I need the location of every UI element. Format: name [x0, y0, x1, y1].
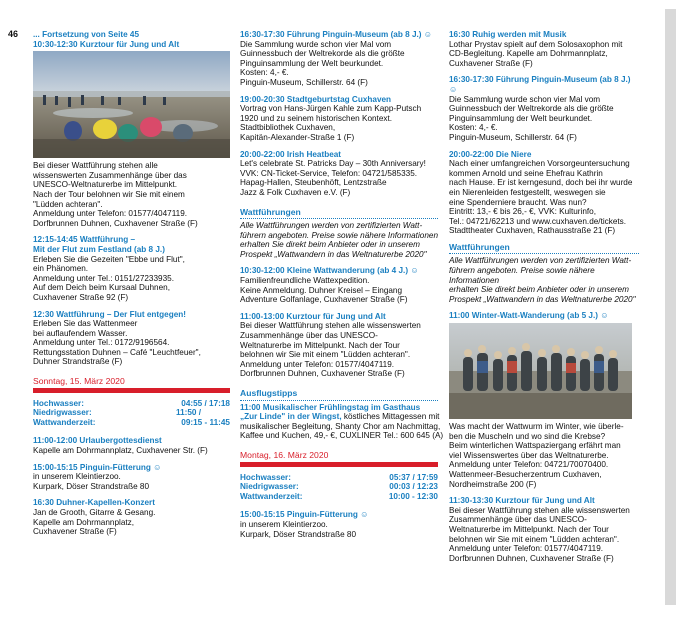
text-line: Kaffee und Kuchen, 49,- €, CUXLINER Tel.: 600 645 (A) — [240, 431, 444, 441]
tide-value: 11:50 / — [176, 408, 202, 418]
text-line: Erleben Sie die Gezeiten "Ebbe und Flut", — [33, 254, 185, 264]
tide-table — [240, 473, 438, 502]
text-line: Guinnessbuch der Weltrekorde als die größte — [240, 49, 405, 59]
text-line: eine Spenderniere braucht. Was nun? — [449, 197, 587, 207]
tide-row — [33, 418, 230, 428]
text-line: Zusammenhänge über das UNESCO- — [449, 515, 587, 525]
watt-tour-photo — [33, 51, 230, 158]
event-subtitle: Mit der Flut zum Festland (ab 8 J.) — [33, 244, 165, 254]
text-line: Cuxhavener Straße 92 (F) — [33, 292, 129, 302]
text-line: Vortrag von Hans-Jürgen Kahle zum Kapp-Putsch — [240, 104, 422, 114]
day-heading: Sonntag, 15. März 2020 — [33, 377, 230, 393]
text-line: wissenswerten Zusammenhänge über das — [33, 170, 187, 180]
event-title: 11:00 Musikalischer Frühlingstag im Gasthaus — [240, 402, 421, 412]
section-heading-wattfuehrungen: Wattführungen — [449, 243, 639, 255]
tide-row — [33, 399, 230, 409]
text-line: belohnen wir Sie mit einem "Lüdden achteran". — [449, 534, 620, 544]
text-line: Anmeldung unter Tel.: 0151/27233935. — [33, 273, 174, 283]
event-title: 11:00 Winter-Watt-Wanderung (ab 5 J.) ☺ — [449, 311, 609, 321]
text-line: Die Sammlung wurde schon vier Mal vom — [449, 94, 601, 104]
text-line: belohnen wir Sie mit einem "Lüdden achteran". — [240, 350, 411, 360]
winter-watt-group-photo — [449, 323, 632, 419]
text-line: Kurpark, Döser Strandstraße 80 — [240, 529, 357, 539]
event-title: 10:30-12:00 Kleine Wattwanderung (ab 4 J.) ☺ — [240, 266, 419, 276]
tide-label: Hochwasser: — [33, 398, 84, 408]
day-heading: Montag, 16. März 2020 — [240, 451, 438, 467]
text-line: Auf dem Deich beim Kursaal Duhnen, — [33, 283, 170, 293]
continuation-heading: ... Fortsetzung von Seite 45 — [33, 30, 140, 39]
text-line: bei auflaufendem Wasser. — [33, 328, 128, 338]
text-line: Erleben Sie das Wattenmeer — [33, 319, 138, 329]
event-title: 15:00-15:15 Pinguin-Fütterung ☺ — [240, 510, 369, 520]
text-line: Stadtbibliothek Cuxhaven, — [240, 123, 336, 133]
text-line: CD-Begleitung. Kapelle am Dohrmannplatz, — [449, 49, 608, 59]
text-line: Rettungsstation Duhnen – Café "Leuchtfeuer", — [33, 347, 201, 357]
column-1 — [33, 30, 230, 544]
text-line: in unserem Kleintierzoo. — [240, 519, 328, 529]
text-line: Cuxhavener Straße (F) — [449, 58, 533, 68]
text-line: Die Sammlung wurde schon vier Mal vom — [240, 39, 392, 49]
event-title: 12:15-14:45 Wattführung – — [33, 235, 136, 245]
text-line: Pinguin-Museum, Schillerstr. 64 (F) — [449, 132, 577, 142]
note-line: Prospekt „Wattwandern in das Weltnaturerbe 2020" — [240, 249, 427, 259]
tide-row — [240, 473, 438, 483]
text-line: Tel.: 04721/62213 und www.cuxhaven.de/tickets. — [449, 216, 627, 226]
note-line: führern angeboten. Preise sowie nähere Informationen — [449, 266, 595, 285]
text-line: Nach der Tour belohnen wir Sie mit einem — [33, 189, 185, 199]
text-line: ein Phänomen. — [33, 264, 89, 274]
text-line: Kosten: 4,- €. — [449, 123, 498, 133]
note-line: Alle Wattführungen werden von zertifizierten Watt- — [449, 256, 632, 266]
text-line: Anmeldung unter Tel.: 0172/9196564. — [33, 338, 170, 348]
tour1-body — [33, 161, 230, 228]
text-line: Hapag-Hallen, Steubenhöft, Lentzstraße — [240, 178, 387, 188]
text-line: Adventure Golfanlage, Cuxhavener Straße (F) — [240, 295, 408, 305]
event-title: 12:30 Wattführung – Der Flut entgegen! — [33, 309, 186, 319]
text-line: ein Nierenleiden festgestellt, weswegen sie — [449, 187, 606, 197]
text-line: Kapitän-Alexander-Straße 1 (F) — [240, 132, 355, 142]
text-line: Kurpark, Döser Strandstraße 80 — [33, 481, 150, 491]
text-line: Anmeldung unter Telefon: 01577/4047119. — [449, 544, 604, 554]
text-line: Anmeldung unter Telefon: 01577/4047119. — [240, 359, 395, 369]
tide-row — [240, 482, 438, 492]
note-line: erhalten Sie direkt beim Anbieter oder in unserem — [240, 240, 420, 250]
tide-row — [33, 408, 230, 418]
text-line: musikalischer Begleitung, Shanty Chor am Nachmittag, — [240, 421, 441, 431]
page-edge-bar — [665, 9, 676, 605]
text-line: Kapelle am Dohrmannplatz, — [33, 517, 135, 527]
text-line: Kosten: 4,- €. — [240, 68, 289, 78]
tide-value: 09:15 - 11:45 — [181, 417, 230, 427]
text-line: Bei dieser Wattführung stehen alle wissenswerten — [240, 321, 421, 331]
text-line: nach Hause. Er ist kerngesund, doch bei ihr wurde — [449, 178, 633, 188]
tide-label: Niedrigwasser: — [240, 482, 299, 492]
text-line: Bei dieser Wattführung stehen alle — [33, 161, 158, 171]
section-heading-wattfuehrungen: Wattführungen — [240, 208, 438, 220]
text-line: ben die Muscheln und wo sind die Krebse? — [449, 431, 606, 441]
note-line: führern angeboten. Preise sowie nähere Informationen — [240, 230, 438, 240]
text-line: Familienfreundliche Wattexpedition. — [240, 276, 370, 286]
text-line: Bei dieser Wattführung stehen alle wissenswerten — [449, 505, 630, 515]
column-2 — [240, 30, 444, 546]
tide-label: Hochwasser: — [240, 472, 291, 482]
tide-value: 10:00 - 12:30 — [388, 491, 438, 501]
text-line: Wattenmeer-Besucherzentrum Cuxhaven, — [449, 470, 602, 479]
event-title: 19:00-20:30 Stadtgeburtstag Cuxhaven — [240, 94, 392, 104]
event-title: 20:00-22:00 Die Niere — [449, 149, 532, 159]
text-line: Jan de Grooth, Gitarre & Gesang. — [33, 508, 156, 517]
text-line: Weltnaturerbe im Mittelpunkt. Nach der Tour — [449, 524, 609, 534]
text-line: Zusammenhänge über das UNESCO- — [240, 331, 378, 341]
text-line: Cuxhavener Straße (F) — [33, 527, 117, 537]
text-line: Beim winterlichen Wattspaziergang erfährt man — [449, 441, 621, 451]
text-line: Weltnaturerbe im Mittelpunkt. Nach der Tour — [240, 340, 400, 350]
text-line: "Lüdden achteran". — [33, 199, 103, 209]
text-line: Jazz & Folk Cuxhaven e.V. (F) — [240, 187, 351, 197]
text-line: VVK: CN-Ticket-Service, Telefon: 04721/585335. — [240, 168, 418, 178]
event-title: 20:00-22:00 Irish Heatbeat — [240, 149, 342, 159]
event-title: 15:00-15:15 Pinguin-Fütterung ☺ — [33, 462, 162, 472]
event-title: 16:30-17:30 Führung Pinguin-Museum (ab 8 J.) ☺ — [240, 30, 433, 39]
note-line: Alle Wattführungen werden von zertifizierten Watt- — [240, 221, 423, 231]
note-line: Prospekt „Wattwandern in das Weltnaturerbe 2020" — [449, 294, 636, 304]
text-line: Pinguin-Museum, Schillerstr. 64 (F) — [240, 77, 368, 87]
event-title: 16:30 Duhner-Kapellen-Konzert — [33, 498, 155, 508]
event-title: 11:00-12:00 Urlaubergottesdienst — [33, 436, 162, 446]
text-line: Dorfbrunnen Duhnen, Cuxhavener Straße (F) — [240, 369, 405, 379]
event-title: 11:30-13:30 Kurztour für Jung und Alt — [449, 496, 595, 506]
text-line: 1920 und zu seinem historischen Kontext. — [240, 113, 393, 123]
note-line: erhalten Sie direkt beim Anbieter oder in unserem — [449, 285, 629, 295]
event-title: 16:30 Ruhig werden mit Musik — [449, 30, 567, 39]
text-line: Stadttheater Cuxhaven, Rathausstraße 21 (F) — [449, 226, 616, 236]
text-line: in unserem Kleintierzoo. — [33, 472, 121, 482]
text-line: Nach einer umfangreichen Vorsorgeuntersuchung — [449, 159, 630, 169]
text-line: Kapelle am Dohrmannplatz, Cuxhavener Str. (F) — [33, 446, 208, 456]
text-line: Lothar Prystav spielt auf dem Solosaxophon mit — [449, 39, 623, 49]
tide-label: Niedrigwasser: — [33, 408, 92, 418]
text-line: viel Wissenswertes über das Weltnaturerbe. — [449, 450, 609, 460]
event-title: 11:00-13:00 Kurztour für Jung und Alt — [240, 311, 386, 321]
text-line: Dorfbrunnen Duhnen, Cuxhavener Straße (F) — [33, 218, 198, 228]
tide-value: 04:55 / 17:18 — [181, 398, 230, 408]
column-3 — [449, 30, 639, 570]
event-title-cont: „Zur Linde" in der Wingst, — [240, 412, 342, 422]
text-line: Let's celebrate St. Patricks Day – 30th Anniversary! — [240, 159, 426, 169]
text-line: Was macht der Wattwurm im Winter, wie überle- — [449, 422, 624, 432]
section-heading-ausflugstipps: Ausflugstipps — [240, 389, 438, 401]
event-title: 10:30-12:30 Kurztour für Jung und Alt — [33, 39, 180, 49]
text-line: Anmeldung unter Telefon: 04721/70070400. — [449, 460, 609, 470]
text-line: Keine Anmeldung. Duhner Kreisel – Eingang — [240, 285, 403, 295]
tide-table — [33, 399, 230, 428]
tide-value: 00:03 / 12:23 — [389, 482, 438, 492]
text-line: Pinguinsammlung der Welt beurkundet. — [240, 58, 384, 68]
text-line: Dorfbrunnen Duhnen, Cuxhavener Straße (F) — [449, 553, 614, 563]
text-line: Eintritt: 13,- € bis 26,- €, VVK: Kulturinfo, — [449, 207, 596, 217]
event-title: 16:30-17:30 Führung Pinguin-Museum (ab 8 J.) ☺ — [449, 75, 631, 94]
text-line: Nordheimstraße 200 (F) — [449, 479, 537, 489]
tide-label: Wattwanderzeit: — [33, 417, 96, 427]
text-line: köstliches Mittagessen mit — [341, 412, 440, 422]
tide-value: 05:37 / 17:59 — [389, 472, 438, 482]
text-line: Pinguinsammlung der Welt beurkundet. — [449, 113, 593, 123]
tide-row — [240, 492, 438, 502]
text-line: Duhner Strandstraße (F) — [33, 357, 123, 367]
tide-label: Wattwanderzeit: — [240, 491, 303, 501]
page-number: 46 — [8, 29, 19, 39]
text-line: Anmeldung unter Telefon: 01577/4047119. — [33, 209, 188, 219]
text-line: Guinnessbuch der Weltrekorde als die größte — [449, 104, 614, 114]
text-line: kommen Arnold und seine Ehefrau Kathrin — [449, 168, 603, 178]
text-line: UNESCO-Weltnaturerbe im Mittelpunkt. — [33, 180, 178, 190]
